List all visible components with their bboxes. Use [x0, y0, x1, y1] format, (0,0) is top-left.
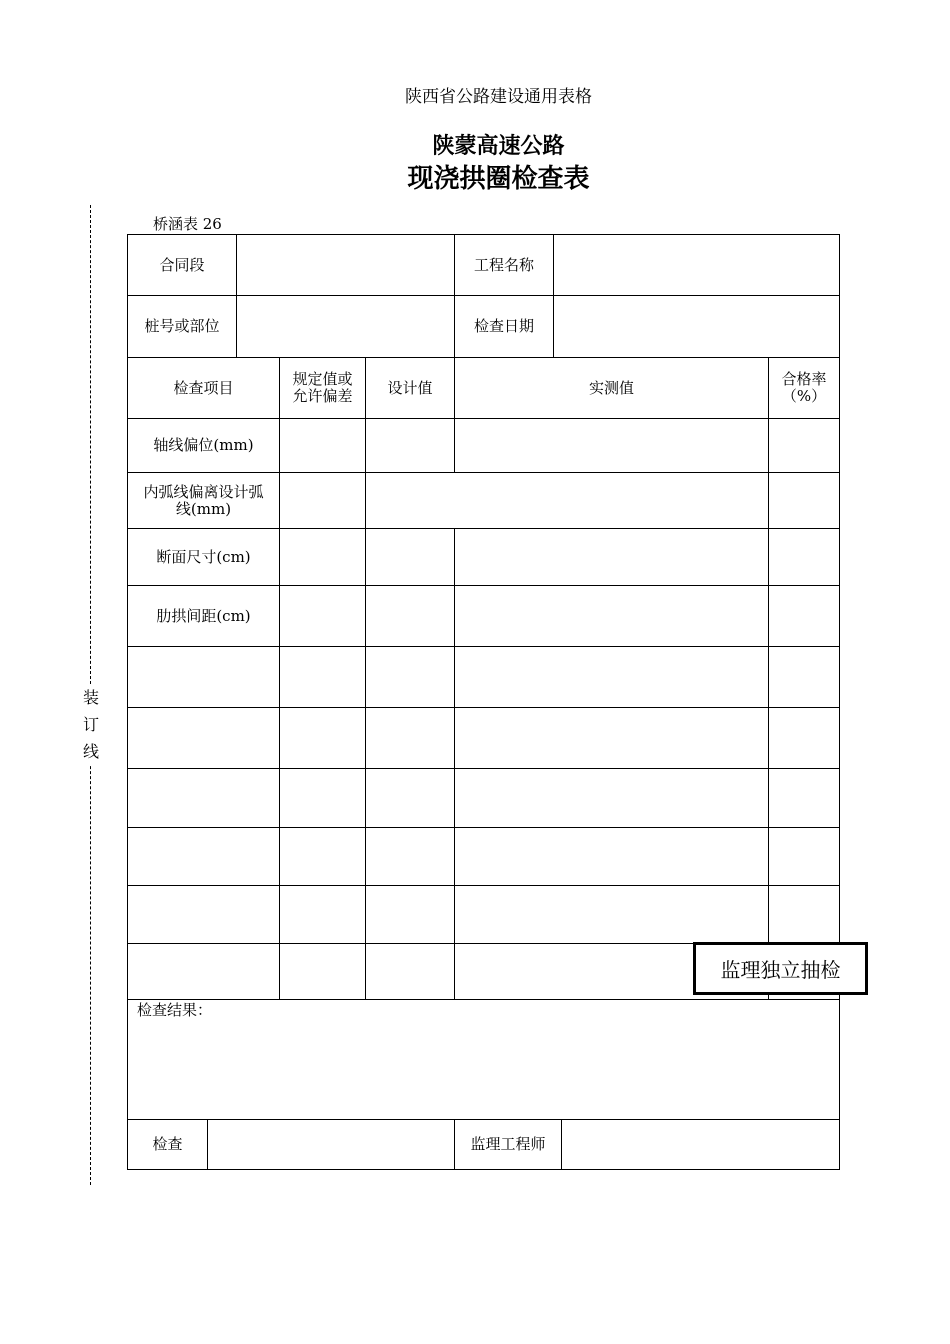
station-value[interactable]: [236, 295, 455, 358]
row-design-cell[interactable]: [365, 528, 455, 586]
header-measured: 实测值: [454, 357, 769, 419]
header-pass-rate: 合格率（%）: [768, 357, 840, 419]
check-date-value[interactable]: [553, 295, 840, 358]
row-tolerance-cell[interactable]: [279, 528, 366, 586]
form-code: 桥涵表 26: [153, 215, 222, 233]
inspector-label: 检查: [127, 1119, 208, 1170]
check-result-area[interactable]: [127, 999, 840, 1120]
station-label: 桩号或部位: [127, 295, 237, 358]
engineer-value[interactable]: [561, 1119, 840, 1170]
row-item-label[interactable]: [127, 827, 280, 886]
row-design-cell[interactable]: [365, 646, 455, 708]
row-item-label[interactable]: [127, 707, 280, 769]
check-date-label: 检查日期: [454, 295, 554, 358]
row-tolerance-cell[interactable]: [279, 585, 366, 647]
binding-char: 装: [82, 688, 99, 707]
row-pass-rate-cell[interactable]: [768, 827, 840, 886]
row-item-label: 内弧线偏离设计弧线(mm): [127, 472, 280, 529]
row-tolerance-cell[interactable]: [279, 418, 366, 473]
inspector-value[interactable]: [207, 1119, 455, 1170]
row-item-label: 肋拱间距(cm): [127, 585, 280, 647]
row-pass-rate-cell[interactable]: [768, 885, 840, 944]
row-design-cell[interactable]: [365, 707, 455, 769]
row-measured-cell[interactable]: [454, 585, 769, 647]
row-measured-cell[interactable]: [454, 827, 769, 886]
row-item-label[interactable]: [127, 768, 280, 828]
row-item-label: 轴线偏位(mm): [127, 418, 280, 473]
form-title: 现浇拱圈检查表: [407, 164, 590, 194]
row-tolerance-cell[interactable]: [279, 885, 366, 944]
row-pass-rate-cell[interactable]: [768, 707, 840, 769]
province-form-caption: 陕西省公路建设通用表格: [405, 87, 592, 107]
binding-char: 线: [82, 742, 99, 761]
row-measured-cell[interactable]: [454, 418, 769, 473]
row-measured-cell[interactable]: [454, 646, 769, 708]
contract-label: 合同段: [127, 234, 237, 296]
row-design-cell[interactable]: [365, 768, 455, 828]
header-tolerance: 规定值或允许偏差: [279, 357, 366, 419]
row-tolerance-cell[interactable]: [279, 472, 366, 529]
binding-label: [80, 684, 102, 765]
project-name-label: 工程名称: [454, 234, 554, 296]
row-tolerance-cell[interactable]: [279, 646, 366, 708]
row-measured-cell[interactable]: [365, 472, 769, 529]
check-result-label: 检查结果：: [137, 1001, 213, 1019]
row-design-cell[interactable]: [365, 827, 455, 886]
project-name-value[interactable]: [553, 234, 840, 296]
header-design: 设计值: [365, 357, 455, 419]
row-pass-rate-cell[interactable]: [768, 585, 840, 647]
row-item-label[interactable]: [127, 646, 280, 708]
row-tolerance-cell[interactable]: [279, 768, 366, 828]
row-pass-rate-cell[interactable]: [768, 646, 840, 708]
supervision-stamp: 监理独立抽检: [693, 942, 868, 995]
contract-value[interactable]: [236, 234, 455, 296]
row-tolerance-cell[interactable]: [279, 943, 366, 1000]
row-design-cell[interactable]: [365, 585, 455, 647]
row-measured-cell[interactable]: [454, 707, 769, 769]
row-design-cell[interactable]: [365, 885, 455, 944]
row-pass-rate-cell[interactable]: [768, 768, 840, 828]
project-title: 陕蒙高速公路: [432, 134, 565, 159]
row-tolerance-cell[interactable]: [279, 707, 366, 769]
row-design-cell[interactable]: [365, 943, 455, 1000]
binding-char: 订: [82, 715, 99, 734]
row-item-label: 断面尺寸(cm): [127, 528, 280, 586]
row-design-cell[interactable]: [365, 418, 455, 473]
row-pass-rate-cell[interactable]: [768, 418, 840, 473]
row-pass-rate-cell[interactable]: [768, 472, 840, 529]
row-pass-rate-cell[interactable]: [768, 528, 840, 586]
header-item: 检查项目: [127, 357, 280, 419]
row-measured-cell[interactable]: [454, 768, 769, 828]
row-measured-cell[interactable]: [454, 528, 769, 586]
engineer-label: 监理工程师: [454, 1119, 562, 1170]
row-measured-cell[interactable]: [454, 885, 769, 944]
row-tolerance-cell[interactable]: [279, 827, 366, 886]
row-item-label[interactable]: [127, 943, 280, 1000]
row-item-label[interactable]: [127, 885, 280, 944]
